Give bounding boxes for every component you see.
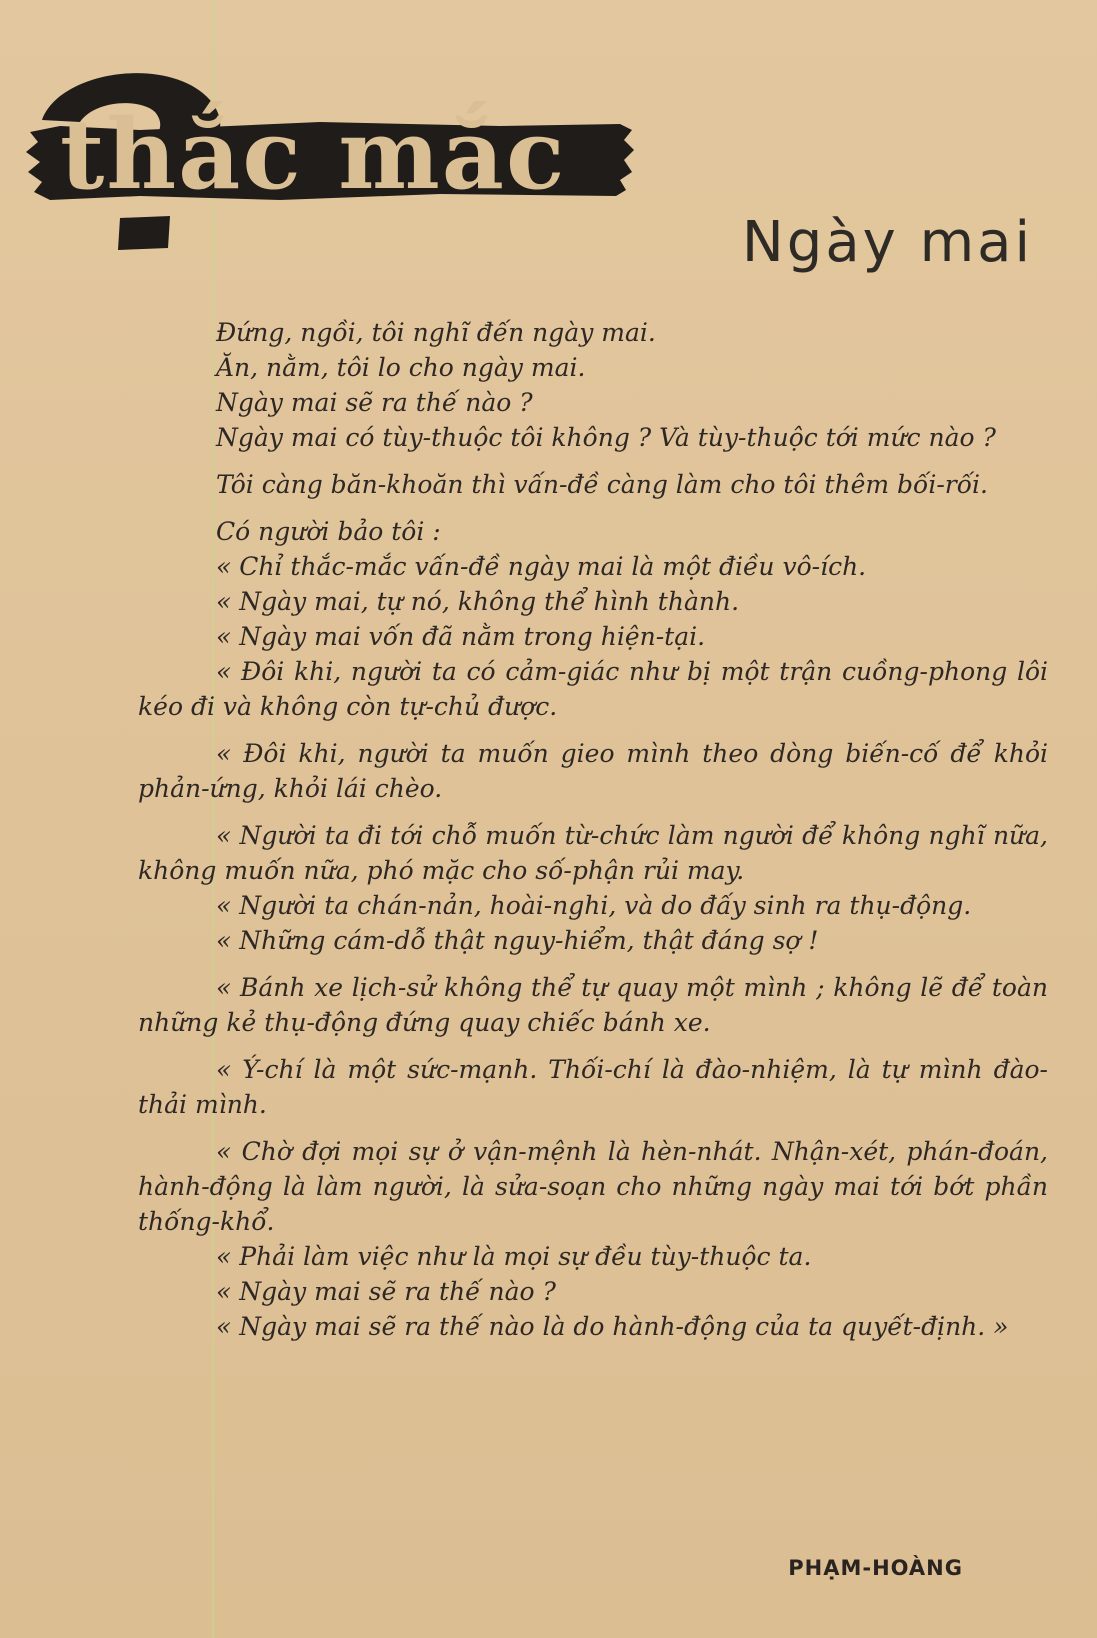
article-title: Ngày mai bbox=[741, 210, 1033, 275]
paragraph: Đứng, ngồi, tôi nghĩ đến ngày mai. bbox=[216, 318, 656, 347]
column-logo bbox=[20, 60, 670, 270]
question-mark-icon bbox=[20, 60, 670, 270]
article-body bbox=[138, 315, 1048, 1344]
paragraph: « Bánh xe lịch-sử không thể tự quay một mình ; không lẽ để toàn những kẻ thụ-động đứng quay chiếc bánh xe. bbox=[138, 973, 1048, 1037]
paragraph: « Ngày mai sẽ ra thế nào ? bbox=[216, 1277, 556, 1306]
paragraph: « Phải làm việc như là mọi sự đều tùy-thuộc ta. bbox=[216, 1242, 812, 1271]
paragraph: « Người ta đi tới chỗ muốn từ-chức làm người để không nghĩ nữa, không muốn nữa, phó mặc cho số-phận rủi may. bbox=[138, 821, 1048, 885]
paragraph: Ăn, nằm, tôi lo cho ngày mai. bbox=[216, 353, 586, 382]
paragraph: « Ý-chí là một sức-mạnh. Thối-chí là đào-nhiệm, là tự mình đào-thải mình. bbox=[138, 1055, 1048, 1119]
paragraph: « Đôi khi, người ta muốn gieo mình theo dòng biến-cố để khỏi phản-ứng, khỏi lái chèo. bbox=[138, 739, 1048, 803]
paragraph: Ngày mai sẽ ra thế nào ? bbox=[216, 388, 533, 417]
column-logo-text: thắc mắc bbox=[60, 98, 567, 211]
paragraph: « Người ta chán-nản, hoài-nghi, và do đấy sinh ra thụ-động. bbox=[216, 891, 972, 920]
paragraph: « Chỉ thắc-mắc vấn-đề ngày mai là một điều vô-ích. bbox=[216, 552, 867, 581]
paragraph: « Chờ đợi mọi sự ở vận-mệnh là hèn-nhát. Nhận-xét, phán-đoán, hành-động là làm người, là sửa-soạn cho những ngày mai tới bớt phần thống-khổ. bbox=[138, 1137, 1048, 1236]
paragraph: Có người bảo tôi : bbox=[216, 517, 441, 546]
paragraph: « Ngày mai vốn đã nằm trong hiện-tại. bbox=[216, 622, 706, 651]
paragraph: « Những cám-dỗ thật nguy-hiểm, thật đáng sợ ! bbox=[216, 926, 819, 955]
paragraph: « Ngày mai, tự nó, không thể hình thành. bbox=[216, 587, 740, 616]
author-name: PHẠM-HOÀNG bbox=[788, 1556, 963, 1580]
paragraph: « Ngày mai sẽ ra thế nào là do hành-động của ta quyết-định. » bbox=[216, 1312, 1009, 1341]
paragraph: Tôi càng băn-khoăn thì vấn-đề càng làm cho tôi thêm bối-rối. bbox=[216, 470, 988, 499]
paragraph: « Đôi khi, người ta có cảm-giác như bị một trận cuồng-phong lôi kéo đi và không còn tự-chủ được. bbox=[138, 657, 1048, 721]
paragraph: Ngày mai có tùy-thuộc tôi không ? Và tùy-thuộc tới mức nào ? bbox=[216, 423, 996, 452]
